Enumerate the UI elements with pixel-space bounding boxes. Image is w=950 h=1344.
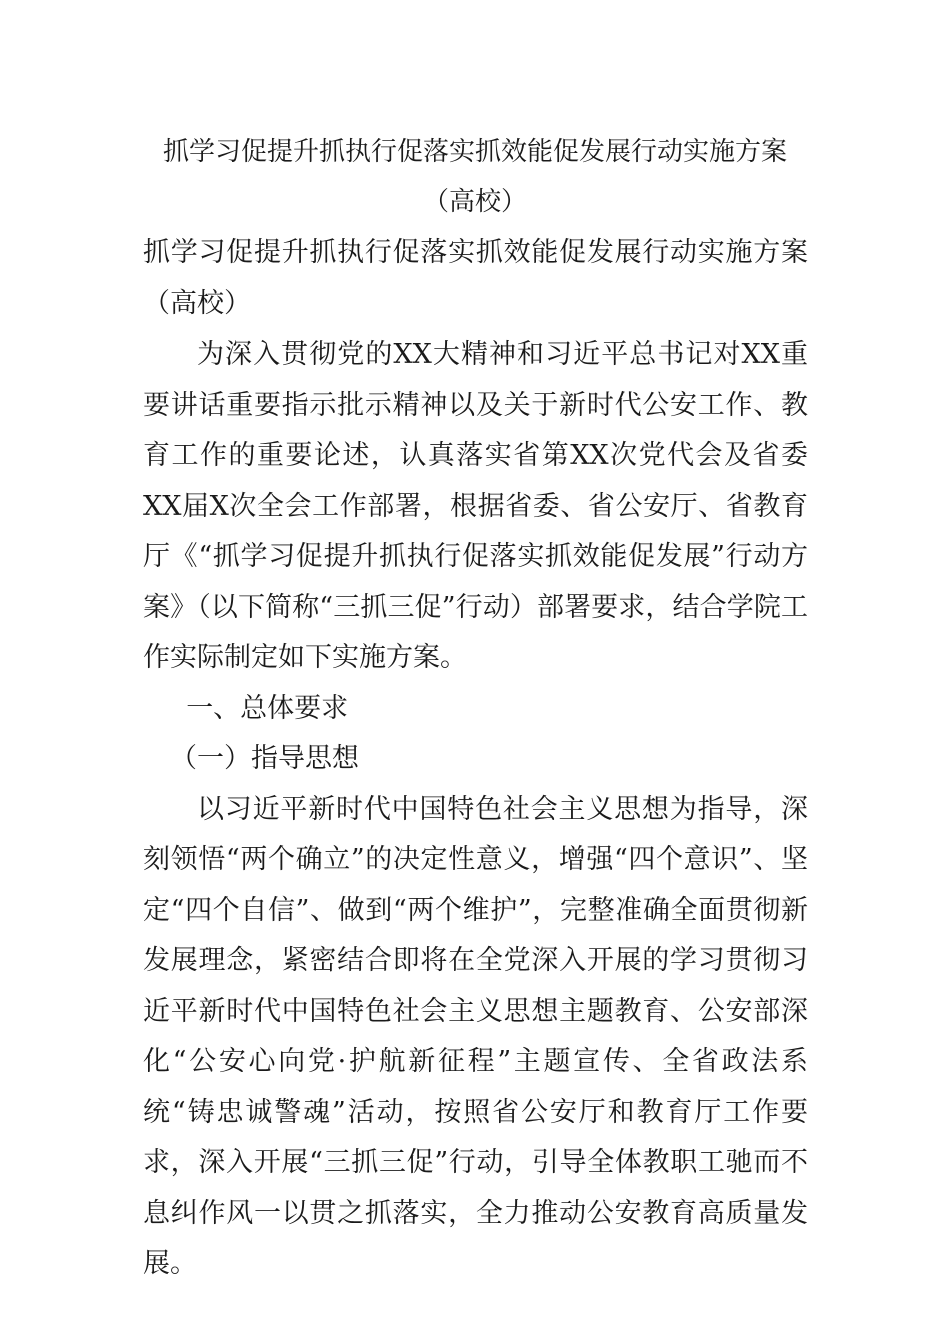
document-subtitle: 抓学习促提升抓执行促落实抓效能促发展行动实施方案（高校） <box>143 237 808 319</box>
intro-paragraph: 为深入贯彻党的XX大精神和习近平总书记对XX重要讲话重要指示批示精神以及关于新时代公安工作、教育工作的重要论述，认真落实省第XX次党代会及省委XX届X次全会工作部署，根据省委、省公安厅、省教育厅《“抓学习促提升抓执行促落实抓效能促发展”行动方案》（以下简称“三抓三促”行动）部署要求，结合学院工作实际制定如下实施方案。 <box>143 339 808 673</box>
document-title-suffix: （高校） <box>422 187 527 217</box>
document-title: 抓学习促提升抓执行促落实抓效能促发展行动实施方案 <box>162 137 787 167</box>
subtitle-block <box>143 228 808 329</box>
section-heading-general-requirements: 一、总体要求 <box>186 692 349 724</box>
guiding-ideology-paragraph: 以习近平新时代中国特色社会主义思想为指导，深刻领悟“两个确立”的决定性意义，增强“四个意识”、坚定“四个自信”、做到“两个维护”，完整准确全面贯彻新发展理念，紧密结合即将在全党深入开展的学习贯彻习近平新时代中国特色社会主义思想主题教育、公安部深化“公安心向党·护航新征程”主题宣传、全省政法系统“铸忠诚警魂”活动，按照省公安厅和教育厅工作要求，深入开展“三抓三促”行动，引导全体教职工驰而不息纠作风一以贯之抓落实，全力推动公安教育高质量发展。 <box>143 793 808 1279</box>
subsection-heading-guiding-ideology: （一）指导思想 <box>170 743 359 774</box>
document-body <box>143 330 808 1290</box>
